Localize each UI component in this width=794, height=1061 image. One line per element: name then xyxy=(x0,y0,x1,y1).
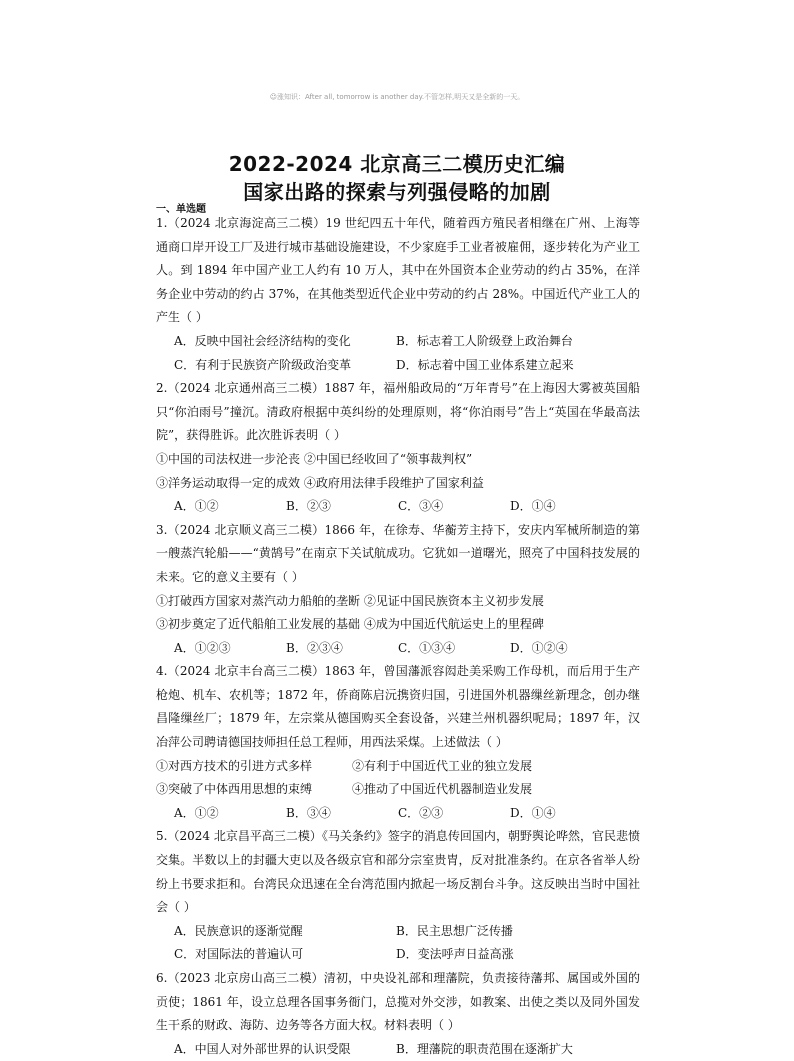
question-1-stem: 1.（2024 北京海淀高三二模）19 世纪四五十年代，随着西方殖民者相继在广州、上海等通商口岸开设工厂及进行城市基础设施建设，不少家庭手工业者被雇佣，逐步转化为产业工人。到 1894 年中国产业工人约有 10 万人，其中在外国资本企业劳动的约占 35%，在洋务企业中劳动的约占 37%，在其他类型近代企业中劳动的约占 28%。中国近代产业工人的产生（ ） xyxy=(156,216,640,325)
question-1-options xyxy=(156,330,640,354)
section-heading: 一、单选题 xyxy=(156,204,206,215)
question-1-options xyxy=(156,354,640,378)
question-3-stem: 3.（2024 北京顺义高三二模）1866 年，在徐寿、华蘅芳主持下，安庆内军械所制造的第一艘蒸汽轮船——“黄鹄号”在南京下关试航成功。它犹如一道曙光，照亮了中国科技发展的未来。它的意义主要有（ ） xyxy=(156,522,640,584)
question-3-options xyxy=(156,637,640,661)
option-b: B．民主思想广泛传播 xyxy=(396,923,513,938)
question-list xyxy=(156,212,640,1061)
question-4-options xyxy=(156,802,640,826)
question-4-stem: 4.（2024 北京丰台高三二模）1863 年，曾国藩派容闳赴美采购工作母机，而后用于生产枪炮、机车、农机等；1872 年，侨商陈启沅携资归国，引进国外机器缫丝新理念，创办继昌隆缫丝厂；1879 年，左宗棠从德国购买全套设备，兴建兰州机器织呢局；1897 年，汉冶萍公司聘请德国技师担任总工程师，用西法采煤。上述做法（ ） xyxy=(156,664,640,750)
statement-1: ①对西方技术的引进方式多样 xyxy=(156,758,313,773)
question-2-statement: ③洋务运动取得一定的成效 ④政府用法律手段维护了国家利益 xyxy=(156,475,484,490)
option-a: A．①②③ xyxy=(174,640,231,655)
option-c: C．③④ xyxy=(398,499,444,514)
statement-4: ④推动了中国近代机器制造业发展 xyxy=(352,782,533,797)
question-3-statement: ③初步奠定了近代船舶工业发展的基础 ④成为中国近代航运史上的里程碑 xyxy=(156,617,544,632)
question-4-statements xyxy=(156,778,640,802)
option-b: B．②③ xyxy=(286,499,331,514)
option-a: A．反映中国社会经济结构的变化 xyxy=(174,333,351,348)
option-c: C．有利于民族资产阶级政治变革 xyxy=(174,357,352,372)
option-c: C．对国际法的普遍认可 xyxy=(174,947,304,962)
watermark: ☺涨知识：After all, tomorrow is another day.不管怎样,明天又是全新的一天。 xyxy=(269,93,525,101)
question-4-statements xyxy=(156,755,640,779)
option-a: A．中国人对外部世界的认识受限 xyxy=(174,1041,351,1056)
option-a: A．民族意识的逐渐觉醒 xyxy=(174,923,303,938)
option-c: C．①③④ xyxy=(398,640,456,655)
document-subtitle: 国家出路的探索与列强侵略的加剧 xyxy=(243,180,551,204)
statement-2: ②有利于中国近代工业的独立发展 xyxy=(352,758,533,773)
question-3-statement: ①打破西方国家对蒸汽动力船舶的垄断 ②见证中国民族资本主义初步发展 xyxy=(156,593,544,608)
question-6-stem: 6.（2023 北京房山高三二模）清初，中央设礼部和理藩院，负责接待藩邦、属国或外国的贡使；1861 年，设立总理各国事务衙门，总揽对外交涉，如教案、出使之类以及同外国发生干系的财政、海防、边务等各方面大权。材料表明（ ） xyxy=(156,971,640,1033)
option-b: B．②③④ xyxy=(286,640,343,655)
option-d: D．①④ xyxy=(510,499,556,514)
option-b: B．理藩院的职责范围在逐渐扩大 xyxy=(396,1041,573,1056)
question-2-statement: ①中国的司法权进一步沦丧 ②中国已经收回了“领事裁判权” xyxy=(156,451,473,466)
option-d: D．变法呼声日益高涨 xyxy=(396,947,514,962)
option-a: A．①② xyxy=(174,499,219,514)
option-b: B．标志着工人阶级登上政治舞台 xyxy=(396,333,573,348)
option-d: D．标志着中国工业体系建立起来 xyxy=(396,357,574,372)
option-c: C．②③ xyxy=(398,805,444,820)
question-6-options xyxy=(156,1038,640,1061)
question-2-options xyxy=(156,495,640,519)
question-5-options xyxy=(156,943,640,967)
statement-3: ③突破了中体西用思想的束缚 xyxy=(156,782,313,797)
option-b: B．③④ xyxy=(286,805,331,820)
option-d: D．①④ xyxy=(510,805,556,820)
question-2-stem: 2.（2024 北京通州高三二模）1887 年，福州船政局的“万年青号”在上海因大雾被英国船只“你泊雨号”撞沉。清政府根据中英纠纷的处理原则，将“你泊雨号”告上“英国在华最高法院”，获得胜诉。此次胜诉表明（ ） xyxy=(156,381,640,443)
option-a: A．①② xyxy=(174,805,219,820)
question-5-stem: 5.（2024 北京昌平高三二模）《马关条约》签字的消息传回国内，朝野舆论哗然，官民悲愤交集。半数以上的封疆大吏以及各级京官和部分宗室贵胄，反对批准条约。在京各省举人纷纷上书要求拒和。台湾民众迅速在全台湾范围内掀起一场反割台斗争。这反映出当时中国社会（ ） xyxy=(156,829,640,915)
option-d: D．①②④ xyxy=(510,640,568,655)
document-title: 2022-2024 北京高三二模历史汇编 xyxy=(228,152,566,176)
question-5-options xyxy=(156,920,640,944)
